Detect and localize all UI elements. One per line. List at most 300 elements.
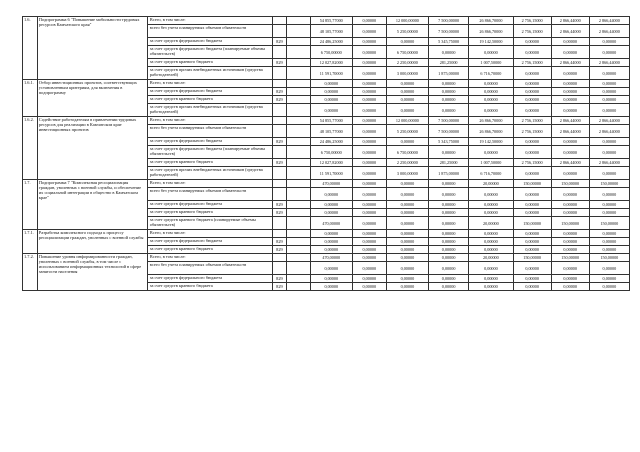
funding-source-label: всего без учета планируемых объемов обязательств: [147, 188, 272, 201]
empty-cell: [287, 146, 310, 159]
empty-cell: [287, 238, 310, 246]
budget-code: [272, 167, 287, 180]
year-amount: 0,00000: [513, 67, 551, 80]
year-amount: 12 000,00000: [386, 117, 428, 125]
year-amount: 0,00000: [469, 88, 513, 96]
year-amount: 2 756,15000: [513, 117, 551, 125]
funding-source-label: за счет средств краевого бюджета: [147, 283, 272, 291]
year-amount: 150,00000: [589, 180, 629, 188]
funding-source-label: за счет средств федерального бюджета: [147, 88, 272, 96]
year-amount: 150,00000: [589, 254, 629, 262]
funding-source-label: за счет средств краевого бюджета: [147, 59, 272, 67]
year-amount: 0,00000: [429, 96, 469, 104]
total-amount: 0,00000: [310, 188, 352, 201]
year-amount: 2 866,44000: [551, 159, 589, 167]
funding-source-label: за счет средств краевого бюджета: [147, 246, 272, 254]
year-amount: 0,00000: [429, 104, 469, 117]
year-amount: 0,00000: [513, 201, 551, 209]
year-amount: 0,00000: [513, 283, 551, 291]
year-amount: 0,00000: [551, 230, 589, 238]
total-amount: 48 105,77000: [310, 125, 352, 138]
funding-source-label: Всего, в том числе:: [147, 230, 272, 238]
year-amount: 0,00000: [551, 167, 589, 180]
empty-cell: [287, 217, 310, 230]
year-amount: 0,00000: [352, 246, 386, 254]
year-amount: 0,00000: [513, 275, 551, 283]
year-amount: 0,00000: [386, 104, 428, 117]
year-amount: 0,00000: [352, 188, 386, 201]
year-amount: 0,00000: [386, 96, 428, 104]
year-amount: 0,00000: [513, 96, 551, 104]
budget-code: 829: [272, 238, 287, 246]
funding-source-label: за счет средств федерального бюджета (планируемые объемы обязательств): [147, 46, 272, 59]
year-amount: 0,00000: [551, 209, 589, 217]
year-amount: 0,00000: [352, 201, 386, 209]
year-amount: 6 716,70000: [469, 67, 513, 80]
year-amount: 0,00000: [386, 238, 428, 246]
empty-cell: [287, 17, 310, 25]
program-name: Разработка комплексного подхода к процессу ресоциализации граждан, уволенных с военной службы: [37, 230, 147, 254]
year-amount: 2 756,15000: [513, 125, 551, 138]
empty-cell: [287, 246, 310, 254]
program-name: Подпрограмма 7 "Комплексная ресоциализация граждан, уволенных с военной службы, и обеспечение их социальной интеграции в общество в Камчатском крае": [37, 180, 147, 230]
year-amount: 0,00000: [429, 230, 469, 238]
year-amount: 0,00000: [352, 59, 386, 67]
budget-code: 829: [272, 283, 287, 291]
total-amount: 470,00000: [310, 180, 352, 188]
year-amount: 0,00000: [352, 146, 386, 159]
year-amount: 0,00000: [429, 46, 469, 59]
year-amount: 0,00000: [386, 88, 428, 96]
year-amount: 2 866,44000: [551, 17, 589, 25]
year-amount: 5 250,00000: [386, 25, 428, 38]
budget-code: [272, 146, 287, 159]
year-amount: 5 345,75000: [429, 38, 469, 46]
budget-code: 829: [272, 275, 287, 283]
item-number: 1.7.: [23, 180, 38, 230]
empty-cell: [287, 59, 310, 67]
year-amount: 0,00000: [589, 283, 629, 291]
year-amount: 0,00000: [551, 46, 589, 59]
empty-cell: [287, 96, 310, 104]
year-amount: 150,00000: [513, 180, 551, 188]
budget-code: 829: [272, 88, 287, 96]
budget-code: 829: [272, 59, 287, 67]
budget-code: [272, 117, 287, 125]
year-amount: 0,00000: [551, 88, 589, 96]
table-row: [23, 117, 630, 125]
year-amount: 150,00000: [551, 217, 589, 230]
budget-code: [272, 67, 287, 80]
year-amount: 0,00000: [513, 138, 551, 146]
year-amount: 0,00000: [429, 88, 469, 96]
funding-source-label: за счет средств краевого бюджета: [147, 159, 272, 167]
funding-source-label: за счет средств федерального бюджета: [147, 238, 272, 246]
year-amount: 2 250,00000: [386, 159, 428, 167]
total-amount: 0,00000: [310, 96, 352, 104]
empty-cell: [287, 254, 310, 262]
funding-source-label: всего без учета планируемых объемов обязательств: [147, 262, 272, 275]
year-amount: 0,00000: [551, 96, 589, 104]
year-amount: 0,00000: [513, 80, 551, 88]
table-body: [23, 17, 630, 291]
year-amount: 0,00000: [589, 104, 629, 117]
year-amount: 2 756,15000: [513, 59, 551, 67]
year-amount: 0,00000: [551, 188, 589, 201]
year-amount: 6 750,00000: [386, 46, 428, 59]
empty-cell: [287, 46, 310, 59]
year-amount: 2 866,44000: [589, 159, 629, 167]
year-amount: 2 756,15000: [513, 17, 551, 25]
budget-code: [272, 262, 287, 275]
total-amount: 0,00000: [310, 201, 352, 209]
year-amount: 2 866,44000: [589, 59, 629, 67]
total-amount: 0,00000: [310, 88, 352, 96]
year-amount: 0,00000: [589, 80, 629, 88]
empty-cell: [287, 38, 310, 46]
year-amount: 0,00000: [386, 254, 428, 262]
year-amount: 0,00000: [469, 201, 513, 209]
year-amount: 0,00000: [429, 146, 469, 159]
year-amount: 2 866,44000: [589, 17, 629, 25]
year-amount: 0,00000: [386, 246, 428, 254]
total-amount: 0,00000: [310, 209, 352, 217]
year-amount: 2 866,44000: [551, 25, 589, 38]
budget-code: 829: [272, 246, 287, 254]
year-amount: 0,00000: [352, 217, 386, 230]
year-amount: 26 866,70000: [469, 117, 513, 125]
year-amount: 0,00000: [589, 96, 629, 104]
total-amount: 0,00000: [310, 275, 352, 283]
total-amount: 54 855,77000: [310, 17, 352, 25]
year-amount: 0,00000: [469, 283, 513, 291]
budget-code: 829: [272, 138, 287, 146]
year-amount: 0,00000: [352, 67, 386, 80]
total-amount: 0,00000: [310, 238, 352, 246]
table-row: [23, 230, 630, 238]
table-row: [23, 80, 630, 88]
year-amount: 0,00000: [352, 283, 386, 291]
empty-cell: [287, 159, 310, 167]
year-amount: 0,00000: [352, 238, 386, 246]
year-amount: 0,00000: [589, 88, 629, 96]
year-amount: 2 866,44000: [551, 125, 589, 138]
budget-code: [272, 46, 287, 59]
funding-source-label: за счет средств краевого бюджета (планируемые объемы обязательств): [147, 217, 272, 230]
total-amount: 0,00000: [310, 230, 352, 238]
empty-cell: [287, 125, 310, 138]
year-amount: 0,00000: [589, 230, 629, 238]
budget-code: 829: [272, 96, 287, 104]
budget-code: [272, 25, 287, 38]
empty-cell: [287, 167, 310, 180]
year-amount: 0,00000: [551, 262, 589, 275]
year-amount: 0,00000: [429, 180, 469, 188]
year-amount: 7 500,00000: [429, 117, 469, 125]
funding-source-label: за счет средств федерального бюджета: [147, 38, 272, 46]
funding-source-label: Всего, в том числе:: [147, 117, 272, 125]
year-amount: 0,00000: [589, 46, 629, 59]
year-amount: 0,00000: [352, 25, 386, 38]
year-amount: 0,00000: [429, 283, 469, 291]
year-amount: 0,00000: [469, 104, 513, 117]
year-amount: 1 007,50000: [469, 59, 513, 67]
year-amount: 0,00000: [352, 275, 386, 283]
year-amount: 1 007,50000: [469, 159, 513, 167]
year-amount: 0,00000: [429, 254, 469, 262]
budget-code: [272, 188, 287, 201]
year-amount: 150,00000: [551, 180, 589, 188]
total-amount: 11 591,70000: [310, 167, 352, 180]
budget-code: [272, 217, 287, 230]
year-amount: 0,00000: [469, 230, 513, 238]
year-amount: 0,00000: [589, 67, 629, 80]
year-amount: 0,00000: [551, 67, 589, 80]
year-amount: 0,00000: [589, 188, 629, 201]
year-amount: 0,00000: [386, 138, 428, 146]
year-amount: 0,00000: [352, 262, 386, 275]
budget-code: 829: [272, 201, 287, 209]
total-amount: 6 750,00000: [310, 146, 352, 159]
year-amount: 0,00000: [589, 38, 629, 46]
year-amount: 0,00000: [551, 138, 589, 146]
year-amount: 0,00000: [469, 209, 513, 217]
item-number: 1.7.2.: [23, 254, 38, 291]
year-amount: 0,00000: [513, 146, 551, 159]
year-amount: 0,00000: [386, 201, 428, 209]
item-number: 1.6.1.: [23, 80, 38, 117]
year-amount: 0,00000: [352, 209, 386, 217]
year-amount: 0,00000: [352, 230, 386, 238]
year-amount: 0,00000: [469, 246, 513, 254]
funding-source-label: за счет средств краевого бюджета: [147, 96, 272, 104]
item-number: 1.6.2.: [23, 117, 38, 180]
total-amount: 470,00000: [310, 254, 352, 262]
year-amount: 2 866,44000: [589, 25, 629, 38]
year-amount: 19 142,50000: [469, 138, 513, 146]
year-amount: 6 750,00000: [386, 146, 428, 159]
program-name: Отбор инвестиционных проектов, соответствующих установленным критериям, для включения в подпрограмму: [37, 80, 147, 117]
year-amount: 0,00000: [429, 238, 469, 246]
year-amount: 26 866,70000: [469, 125, 513, 138]
year-amount: 0,00000: [469, 238, 513, 246]
empty-cell: [287, 230, 310, 238]
year-amount: 7 500,00000: [429, 17, 469, 25]
budget-code: [272, 125, 287, 138]
funding-source-label: за счет средств краевого бюджета: [147, 209, 272, 217]
year-amount: 2 866,44000: [589, 125, 629, 138]
year-amount: 19 142,50000: [469, 38, 513, 46]
year-amount: 0,00000: [386, 180, 428, 188]
year-amount: 0,00000: [352, 138, 386, 146]
year-amount: 0,00000: [386, 188, 428, 201]
document-page: [22, 16, 630, 291]
budget-code: [272, 254, 287, 262]
funding-source-label: Всего, в том числе:: [147, 254, 272, 262]
year-amount: 0,00000: [551, 275, 589, 283]
program-name: Содействие работодателям в привлечении трудовых ресурсов для реализации в Камчатском крае инвестиционных проектов: [37, 117, 147, 180]
total-amount: 0,00000: [310, 80, 352, 88]
year-amount: 0,00000: [386, 209, 428, 217]
year-amount: 0,00000: [469, 96, 513, 104]
total-amount: 24 486,25000: [310, 138, 352, 146]
year-amount: 3 000,00000: [386, 167, 428, 180]
year-amount: 281,25000: [429, 159, 469, 167]
year-amount: 7 500,00000: [429, 25, 469, 38]
year-amount: 5 250,00000: [386, 125, 428, 138]
year-amount: 1 875,00000: [429, 167, 469, 180]
year-amount: 5 343,75000: [429, 138, 469, 146]
empty-cell: [287, 138, 310, 146]
year-amount: 0,00000: [386, 275, 428, 283]
year-amount: 0,00000: [352, 254, 386, 262]
year-amount: 0,00000: [352, 88, 386, 96]
year-amount: 20,00000: [469, 217, 513, 230]
year-amount: 0,00000: [429, 262, 469, 275]
budget-code: 829: [272, 209, 287, 217]
year-amount: 0,00000: [386, 230, 428, 238]
budget-code: [272, 80, 287, 88]
table-row: [23, 254, 630, 262]
empty-cell: [287, 262, 310, 275]
empty-cell: [287, 180, 310, 188]
year-amount: 0,00000: [589, 238, 629, 246]
year-amount: 2 866,44000: [589, 117, 629, 125]
year-amount: 0,00000: [469, 146, 513, 159]
year-amount: 0,00000: [551, 246, 589, 254]
empty-cell: [287, 104, 310, 117]
total-amount: 0,00000: [310, 262, 352, 275]
total-amount: 54 855,77000: [310, 117, 352, 125]
year-amount: 3 000,00000: [386, 67, 428, 80]
empty-cell: [287, 80, 310, 88]
year-amount: 0,00000: [551, 238, 589, 246]
year-amount: 281,25000: [429, 59, 469, 67]
year-amount: 0,00000: [429, 209, 469, 217]
funding-source-label: за счет средств прочих внебюджетных источников (средства работодателей): [147, 67, 272, 80]
year-amount: 0,00000: [352, 159, 386, 167]
year-amount: 150,00000: [551, 254, 589, 262]
empty-cell: [287, 209, 310, 217]
budget-table: [22, 16, 630, 291]
year-amount: 0,00000: [589, 167, 629, 180]
year-amount: 0,00000: [352, 38, 386, 46]
item-number: 1.6.: [23, 17, 38, 80]
year-amount: 0,00000: [513, 246, 551, 254]
year-amount: 0,00000: [386, 38, 428, 46]
year-amount: 0,00000: [513, 188, 551, 201]
year-amount: 1 875,00000: [429, 67, 469, 80]
year-amount: 0,00000: [589, 209, 629, 217]
year-amount: 2 866,44000: [551, 117, 589, 125]
table-row: [23, 17, 630, 25]
empty-cell: [287, 283, 310, 291]
empty-cell: [287, 67, 310, 80]
funding-source-label: Всего, в том числе:: [147, 80, 272, 88]
year-amount: 0,00000: [352, 104, 386, 117]
funding-source-label: Всего, в том числе:: [147, 180, 272, 188]
year-amount: 0,00000: [469, 275, 513, 283]
year-amount: 0,00000: [469, 188, 513, 201]
empty-cell: [287, 117, 310, 125]
year-amount: 2 756,15000: [513, 25, 551, 38]
funding-source-label: за счет средств федерального бюджета (планируемые объемы обязательств): [147, 146, 272, 159]
year-amount: 0,00000: [352, 180, 386, 188]
year-amount: 0,00000: [513, 238, 551, 246]
total-amount: 12 027,82000: [310, 159, 352, 167]
total-amount: 48 105,77000: [310, 25, 352, 38]
empty-cell: [287, 275, 310, 283]
program-name: Повышение уровня информированности граждан, уволенных с военной службы, в том числе с использованием информационных технологий в сфере занятости населения: [37, 254, 147, 291]
empty-cell: [287, 188, 310, 201]
year-amount: 0,00000: [352, 46, 386, 59]
year-amount: 0,00000: [513, 104, 551, 117]
year-amount: 0,00000: [386, 283, 428, 291]
year-amount: 0,00000: [589, 138, 629, 146]
year-amount: 0,00000: [469, 80, 513, 88]
total-amount: 470,00000: [310, 217, 352, 230]
year-amount: 0,00000: [513, 167, 551, 180]
empty-cell: [287, 201, 310, 209]
year-amount: 0,00000: [352, 17, 386, 25]
year-amount: 0,00000: [386, 262, 428, 275]
budget-code: [272, 230, 287, 238]
empty-cell: [287, 25, 310, 38]
year-amount: 2 756,15000: [513, 159, 551, 167]
year-amount: 0,00000: [589, 262, 629, 275]
year-amount: 0,00000: [551, 80, 589, 88]
year-amount: 0,00000: [429, 188, 469, 201]
program-name: Подпрограмма 6 "Повышение мобильности трудовых ресурсов Камчатского края": [37, 17, 147, 80]
year-amount: 20,00000: [469, 254, 513, 262]
year-amount: 12 000,00000: [386, 17, 428, 25]
year-amount: 0,00000: [513, 38, 551, 46]
budget-code: [272, 180, 287, 188]
year-amount: 26 866,70000: [469, 25, 513, 38]
year-amount: 26 866,70000: [469, 17, 513, 25]
year-amount: 6 716,70000: [469, 167, 513, 180]
year-amount: 7 500,00000: [429, 125, 469, 138]
table-row: [23, 180, 630, 188]
funding-source-label: за счет средств федерального бюджета: [147, 275, 272, 283]
year-amount: 0,00000: [589, 201, 629, 209]
year-amount: 0,00000: [551, 104, 589, 117]
year-amount: 0,00000: [429, 246, 469, 254]
empty-cell: [287, 88, 310, 96]
total-amount: 0,00000: [310, 104, 352, 117]
total-amount: 6 750,00000: [310, 46, 352, 59]
funding-source-label: Всего, в том числе:: [147, 17, 272, 25]
year-amount: 0,00000: [589, 275, 629, 283]
year-amount: 0,00000: [352, 167, 386, 180]
year-amount: 0,00000: [469, 262, 513, 275]
year-amount: 0,00000: [386, 217, 428, 230]
year-amount: 150,00000: [513, 217, 551, 230]
year-amount: 0,00000: [386, 80, 428, 88]
year-amount: 0,00000: [352, 80, 386, 88]
total-amount: 24 486,25000: [310, 38, 352, 46]
total-amount: 0,00000: [310, 283, 352, 291]
funding-source-label: всего без учета планируемых объемов обязательств: [147, 25, 272, 38]
funding-source-label: всего без учета планируемых объемов обязательств: [147, 125, 272, 138]
year-amount: 0,00000: [429, 201, 469, 209]
year-amount: 2 866,44000: [551, 59, 589, 67]
year-amount: 0,00000: [469, 46, 513, 59]
budget-code: 829: [272, 159, 287, 167]
year-amount: 2 250,00000: [386, 59, 428, 67]
year-amount: 0,00000: [513, 46, 551, 59]
budget-code: [272, 17, 287, 25]
